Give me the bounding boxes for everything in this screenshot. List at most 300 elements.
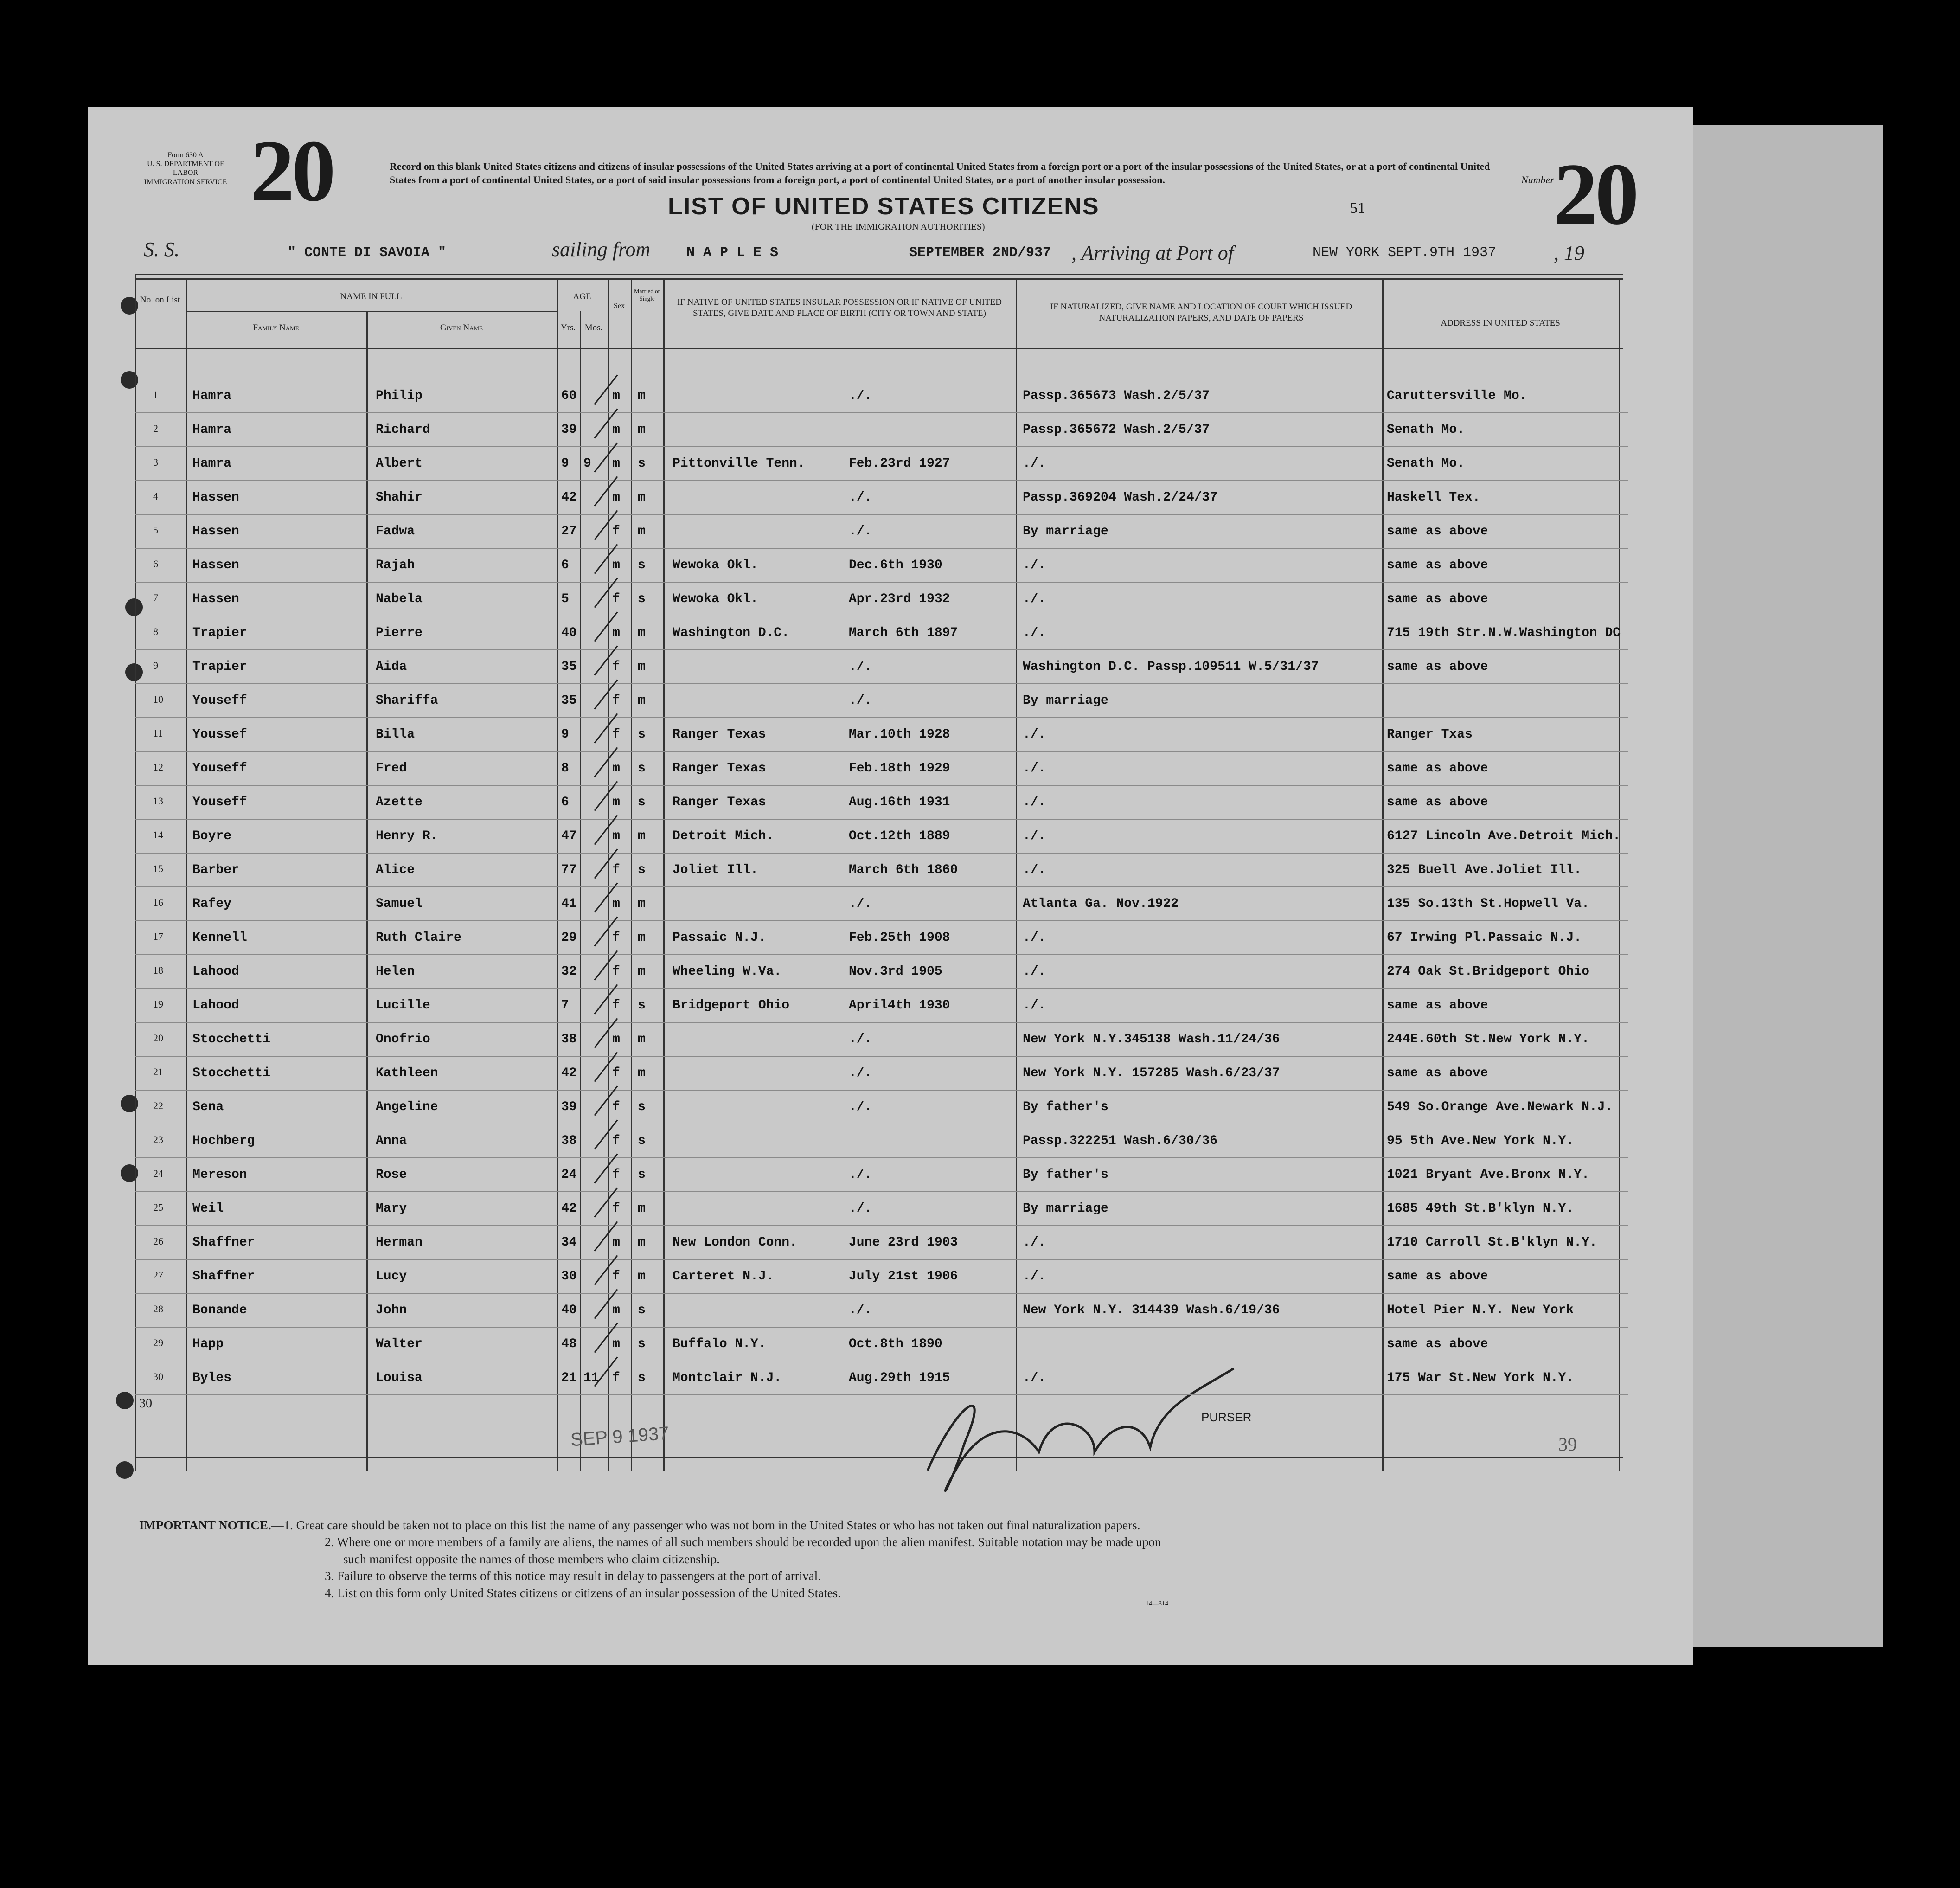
stamp-number: 20	[250, 122, 333, 220]
cell-sex: f	[612, 1066, 620, 1080]
cell-family: Boyre	[192, 829, 232, 843]
cell-no: 3	[153, 456, 158, 468]
cell-addr: same as above	[1387, 1269, 1488, 1284]
cell-sex: m	[612, 558, 620, 572]
cell-nat: ./.	[1023, 558, 1046, 572]
cell-no: 22	[153, 1100, 163, 1111]
row-rule	[135, 920, 1628, 921]
cell-no: 15	[153, 863, 163, 874]
row-rule	[135, 1293, 1628, 1294]
cell-sex: f	[612, 1371, 620, 1385]
cell-yrs: 9	[561, 727, 569, 742]
row-rule	[135, 412, 1628, 413]
header-naturalized: IF NATURALIZED, GIVE NAME AND LOCATION OF COURT WHICH ISSUED NATURALIZATION PAPERS, AND DATE OF PAPERS	[1050, 302, 1352, 323]
form-code: 14—314	[1146, 1600, 1168, 1607]
cell-ms: m	[638, 964, 646, 979]
total-count: 30	[139, 1396, 152, 1411]
header-address: ADDRESS IN UNITED STATES	[1441, 318, 1560, 328]
cell-ms: m	[638, 1201, 646, 1216]
row-rule	[135, 1225, 1628, 1226]
cell-addr: same as above	[1387, 592, 1488, 606]
cell-yrs: 38	[561, 1134, 577, 1148]
cell-addr: Senath Mo.	[1387, 423, 1465, 437]
cell-nat: ./.	[1023, 964, 1046, 979]
row-rule	[135, 819, 1628, 820]
cell-addr: Caruttersville Mo.	[1387, 389, 1527, 403]
cell-family: Kennell	[192, 931, 247, 945]
cell-given: Alice	[376, 863, 415, 877]
cell-yrs: 42	[561, 1066, 577, 1080]
cell-ms: s	[638, 998, 646, 1013]
rule	[135, 1457, 1623, 1458]
cell-no: 11	[153, 727, 163, 739]
cell-date: March 6th 1897	[849, 626, 958, 640]
cell-nat: By marriage	[1023, 694, 1108, 708]
cell-addr: same as above	[1387, 761, 1488, 776]
cell-ms: s	[638, 761, 646, 776]
header-sex: Sex	[614, 302, 625, 310]
cell-place: Ranger Texas	[673, 727, 766, 742]
cell-date: ./.	[849, 1100, 872, 1114]
cell-given: Shahir	[376, 490, 423, 505]
cell-yrs: 5	[561, 592, 569, 606]
cell-date: Feb.25th 1908	[849, 931, 950, 945]
cell-given: Kathleen	[376, 1066, 438, 1080]
cell-family: Sena	[192, 1100, 224, 1114]
cell-given: Shariffa	[376, 694, 438, 708]
cell-yrs: 6	[561, 795, 569, 809]
cell-ms: s	[638, 1134, 646, 1148]
cell-place: Joliet Ill.	[673, 863, 758, 877]
cell-no: 12	[153, 761, 163, 773]
cell-nat: ./.	[1023, 863, 1046, 877]
cell-yrs: 47	[561, 829, 577, 843]
column-line	[186, 278, 187, 1471]
cell-date: July 21st 1906	[849, 1269, 958, 1284]
punch-hole	[116, 1392, 134, 1409]
cell-sex: m	[612, 897, 620, 911]
cell-sex: f	[612, 1134, 620, 1148]
cell-place: Washington D.C.	[673, 626, 790, 640]
cell-ms: m	[638, 1066, 646, 1080]
cell-no: 18	[153, 964, 163, 976]
cell-yrs: 35	[561, 694, 577, 708]
cell-ms: m	[638, 524, 646, 539]
cell-date: Apr.23rd 1932	[849, 592, 950, 606]
notice-title: IMPORTANT NOTICE.	[139, 1518, 271, 1532]
cell-family: Hassen	[192, 558, 239, 572]
row-rule	[135, 1191, 1628, 1192]
cell-family: Happ	[192, 1337, 224, 1351]
cell-addr: same as above	[1387, 795, 1488, 809]
row-rule	[135, 954, 1628, 955]
cell-yrs: 34	[561, 1235, 577, 1250]
header-name-in-full: NAME IN FULL	[340, 292, 402, 302]
cell-family: Hassen	[192, 490, 239, 505]
cell-ms: m	[638, 1269, 646, 1284]
cell-yrs: 29	[561, 931, 577, 945]
cell-given: Walter	[376, 1337, 423, 1351]
cell-sex: m	[612, 829, 620, 843]
cell-family: Weil	[192, 1201, 224, 1216]
header-mos: Mos.	[584, 323, 603, 333]
cell-addr: Hotel Pier N.Y. New York	[1387, 1303, 1574, 1317]
cell-yrs: 35	[561, 660, 577, 674]
cell-no: 26	[153, 1235, 163, 1247]
cell-family: Byles	[192, 1371, 232, 1385]
cell-given: Pierre	[376, 626, 423, 640]
cell-mos: 11	[583, 1371, 599, 1385]
row-rule	[135, 1022, 1628, 1023]
cell-nat: Passp.322251 Wash.6/30/36	[1023, 1134, 1218, 1148]
cell-sex: m	[612, 1337, 620, 1351]
cell-given: Angeline	[376, 1100, 438, 1114]
instructions: Record on this blank United States citizens and citizens of insular possessions of the United States arriving at a port of continental United States from a foreign port or a port of the insular possessions of the United States, or at a port of continental United States from a port of continental United States, or a port of said insular possessions from a foreign port, a port of continental United States, or a port of another insular possession.	[390, 161, 1490, 186]
cell-sex: m	[612, 456, 620, 471]
cell-sex: f	[612, 694, 620, 708]
page-count: 39	[1558, 1434, 1577, 1455]
row-rule	[135, 582, 1628, 583]
cell-place: Ranger Texas	[673, 795, 766, 809]
cell-no: 17	[153, 931, 163, 942]
cell-nat: New York N.Y. 157285 Wash.6/23/37	[1023, 1066, 1280, 1080]
cell-no: 24	[153, 1168, 163, 1179]
year-label: , 19	[1554, 242, 1584, 264]
cell-no: 7	[153, 592, 158, 604]
cell-given: Fred	[376, 761, 407, 776]
cell-mos: 9	[583, 456, 591, 471]
cell-nat: Atlanta Ga. Nov.1922	[1023, 897, 1179, 911]
cell-given: Henry R.	[376, 829, 438, 843]
row-rule	[135, 1327, 1628, 1328]
header-married-single: Married or Single	[634, 288, 660, 302]
cell-ms: s	[638, 1168, 646, 1182]
cell-addr: Haskell Tex.	[1387, 490, 1480, 505]
cell-nat: ./.	[1023, 761, 1046, 776]
cell-yrs: 6	[561, 558, 569, 572]
page-subtitle: (FOR THE IMMIGRATION AUTHORITIES)	[812, 222, 985, 232]
column-line	[608, 278, 609, 1471]
punch-hole	[125, 598, 143, 616]
column-line	[580, 311, 581, 1471]
cell-no: 25	[153, 1201, 163, 1213]
cell-family: Shaffner	[192, 1235, 255, 1250]
cell-date: ./.	[849, 1066, 872, 1080]
cell-yrs: 24	[561, 1168, 577, 1182]
cell-date: ./.	[849, 897, 872, 911]
cell-yrs: 42	[561, 490, 577, 505]
column-line	[1382, 278, 1384, 1471]
cell-yrs: 48	[561, 1337, 577, 1351]
cell-given: Louisa	[376, 1371, 423, 1385]
form-id	[144, 151, 227, 186]
sailing-date: SEPTEMBER 2ND/937	[909, 245, 1051, 261]
cell-sex: m	[612, 490, 620, 505]
cell-yrs: 40	[561, 1303, 577, 1317]
cell-ms: m	[638, 490, 646, 505]
cell-family: Barber	[192, 863, 239, 877]
column-line	[557, 278, 558, 1471]
cell-sex: f	[612, 1100, 620, 1114]
number-label: Number	[1521, 174, 1554, 186]
cell-date: Oct.8th 1890	[849, 1337, 942, 1351]
arrival-stamp: SEP 9 1937	[570, 1423, 670, 1451]
cell-yrs: 9	[561, 456, 569, 471]
cell-nat: By marriage	[1023, 524, 1108, 539]
cell-addr: 135 So.13th St.Hopwell Va.	[1387, 897, 1589, 911]
column-line	[1619, 278, 1620, 1471]
cell-place: Wewoka Okl.	[673, 592, 758, 606]
cell-family: Youssef	[192, 727, 247, 742]
cell-yrs: 40	[561, 626, 577, 640]
cell-addr: 1710 Carroll St.B'klyn N.Y.	[1387, 1235, 1597, 1250]
cell-nat: ./.	[1023, 1269, 1046, 1284]
cell-family: Bonande	[192, 1303, 247, 1317]
cell-given: Richard	[376, 423, 430, 437]
cell-place: Buffalo N.Y.	[673, 1337, 766, 1351]
header-age: AGE	[573, 292, 591, 302]
cell-nat: ./.	[1023, 931, 1046, 945]
notice-1: —1. Great care should be taken not to place on this list the name of any passenger who was not born in the United States or who has not taken out final naturalization papers.	[271, 1518, 1140, 1532]
cell-sex: m	[612, 389, 620, 403]
cell-ms: m	[638, 931, 646, 945]
cell-no: 13	[153, 795, 163, 807]
cell-no: 29	[153, 1337, 163, 1349]
important-notice	[139, 1517, 1646, 1601]
rule	[135, 278, 1623, 280]
cell-sex: f	[612, 660, 620, 674]
cell-nat: By marriage	[1023, 1201, 1108, 1216]
cell-no: 8	[153, 626, 158, 637]
cell-ms: m	[638, 694, 646, 708]
cell-no: 6	[153, 558, 158, 570]
cell-no: 4	[153, 490, 158, 502]
cell-sex: f	[612, 727, 620, 742]
row-rule	[135, 683, 1628, 684]
cell-sex: f	[612, 1201, 620, 1216]
cell-no: 27	[153, 1269, 163, 1281]
cell-addr: 1021 Bryant Ave.Bronx N.Y.	[1387, 1168, 1589, 1182]
header-yrs: Yrs.	[560, 323, 576, 333]
cell-no: 20	[153, 1032, 163, 1044]
cell-date: ./.	[849, 524, 872, 539]
cell-ms: m	[638, 829, 646, 843]
cell-family: Shaffner	[192, 1269, 255, 1284]
cell-place: Passaic N.J.	[673, 931, 766, 945]
cell-no: 2	[153, 423, 158, 434]
cell-addr: 274 Oak St.Bridgeport Ohio	[1387, 964, 1589, 979]
cell-no: 19	[153, 998, 163, 1010]
cell-place: Detroit Mich.	[673, 829, 774, 843]
cell-ms: s	[638, 1303, 646, 1317]
cell-date: ./.	[849, 660, 872, 674]
cell-place: Ranger Texas	[673, 761, 766, 776]
cell-ms: s	[638, 727, 646, 742]
cell-family: Hassen	[192, 524, 239, 539]
rule	[135, 274, 1623, 275]
cell-addr: same as above	[1387, 1337, 1488, 1351]
cell-date: ./.	[849, 1168, 872, 1182]
cell-nat: By father's	[1023, 1168, 1108, 1182]
cell-sex: f	[612, 863, 620, 877]
cell-sex: m	[612, 1235, 620, 1250]
cell-given: Onofrio	[376, 1032, 430, 1047]
cell-place: Carteret N.J.	[673, 1269, 774, 1284]
cell-yrs: 32	[561, 964, 577, 979]
cell-nat: ./.	[1023, 998, 1046, 1013]
cell-place: Montclair N.J.	[673, 1371, 782, 1385]
cell-date: ./.	[849, 694, 872, 708]
cell-ms: m	[638, 1235, 646, 1250]
cell-family: Trapier	[192, 626, 247, 640]
cell-addr: same as above	[1387, 660, 1488, 674]
cell-yrs: 27	[561, 524, 577, 539]
row-rule	[135, 1259, 1628, 1260]
cell-addr: 325 Buell Ave.Joliet Ill.	[1387, 863, 1582, 877]
row-rule	[135, 886, 1628, 887]
cell-sex: m	[612, 1303, 620, 1317]
cell-family: Youseff	[192, 761, 247, 776]
rule	[186, 311, 557, 312]
row-rule	[135, 1394, 1628, 1395]
cell-given: Aida	[376, 660, 407, 674]
cell-place: New London Conn.	[673, 1235, 797, 1250]
cell-no: 30	[153, 1371, 163, 1382]
row-rule	[135, 548, 1628, 549]
row-rule	[135, 649, 1628, 650]
row-rule	[135, 853, 1628, 854]
cell-nat: New York N.Y. 314439 Wash.6/19/36	[1023, 1303, 1280, 1317]
column-line	[366, 311, 368, 1471]
cell-ms: s	[638, 1371, 646, 1385]
cell-family: Stocchetti	[192, 1066, 271, 1080]
cell-given: Lucille	[376, 998, 430, 1013]
cell-date: Dec.6th 1930	[849, 558, 942, 572]
cell-no: 5	[153, 524, 158, 536]
cell-addr: Senath Mo.	[1387, 456, 1465, 471]
cell-ms: m	[638, 423, 646, 437]
cell-sex: m	[612, 626, 620, 640]
column-line	[1016, 278, 1017, 1471]
cell-ms: m	[638, 1032, 646, 1047]
cell-nat: ./.	[1023, 456, 1046, 471]
cell-addr: same as above	[1387, 998, 1488, 1013]
cell-addr: 1685 49th St.B'klyn N.Y.	[1387, 1201, 1574, 1216]
cell-sex: f	[612, 1269, 620, 1284]
cell-family: Hamra	[192, 456, 232, 471]
cell-sex: m	[612, 1032, 620, 1047]
cell-sex: m	[612, 761, 620, 776]
cell-family: Lahood	[192, 998, 239, 1013]
cell-family: Trapier	[192, 660, 247, 674]
cell-given: Rajah	[376, 558, 415, 572]
cell-nat: New York N.Y.345138 Wash.11/24/36	[1023, 1032, 1280, 1047]
cell-date: Mar.10th 1928	[849, 727, 950, 742]
cell-ms: m	[638, 389, 646, 403]
cell-ms: s	[638, 1337, 646, 1351]
cell-family: Mereson	[192, 1168, 247, 1182]
cell-given: Albert	[376, 456, 423, 471]
cell-date: April4th 1930	[849, 998, 950, 1013]
cell-no: 9	[153, 660, 158, 671]
cell-given: John	[376, 1303, 407, 1317]
column-line	[135, 274, 136, 1471]
arrival-port-date: NEW YORK SEPT.9TH 1937	[1313, 245, 1497, 261]
cell-given: Billa	[376, 727, 415, 742]
cell-addr: 715 19th Str.N.W.Washington DC	[1387, 626, 1621, 640]
cell-ms: s	[638, 1100, 646, 1114]
cell-date: Oct.12th 1889	[849, 829, 950, 843]
cell-yrs: 41	[561, 897, 577, 911]
cell-ms: m	[638, 660, 646, 674]
cell-family: Youseff	[192, 694, 247, 708]
cell-date: Aug.29th 1915	[849, 1371, 950, 1385]
cell-nat: Washington D.C. Passp.109511 W.5/31/37	[1023, 660, 1319, 674]
cell-ms: s	[638, 863, 646, 877]
header-no: No. on List	[140, 295, 180, 305]
cell-nat: ./.	[1023, 727, 1046, 742]
header-birth: IF NATIVE OF UNITED STATES INSULAR POSSESSION OR IF NATIVE OF UNITED STATES, GIVE DATE AND PLACE OF BIRTH (CITY OR TOWN AND STATE)	[677, 297, 1002, 318]
notice-4: 4. List on this form only United States citizens or citizens of an insular possession of the United States.	[325, 1586, 841, 1600]
cell-ms: s	[638, 456, 646, 471]
cell-addr: Ranger Txas	[1387, 727, 1473, 742]
number-stamp: 20	[1554, 146, 1636, 243]
cell-date: ./.	[849, 389, 872, 403]
cell-given: Samuel	[376, 897, 423, 911]
cell-no: 23	[153, 1134, 163, 1145]
cell-sex: f	[612, 998, 620, 1013]
cell-yrs: 42	[561, 1201, 577, 1216]
cell-no: 10	[153, 694, 163, 705]
form-id-line: Form 630 A	[167, 151, 204, 159]
cell-given: Mary	[376, 1201, 407, 1216]
notice-2b: such manifest opposite the names of those members who claim citizenship.	[343, 1552, 720, 1566]
cell-date: ./.	[849, 490, 872, 505]
cell-yrs: 39	[561, 1100, 577, 1114]
cell-addr: 549 So.Orange Ave.Newark N.J.	[1387, 1100, 1613, 1114]
cell-addr: 244E.60th St.New York N.Y.	[1387, 1032, 1589, 1047]
row-rule	[135, 1090, 1628, 1091]
cell-sex: f	[612, 524, 620, 539]
cell-sex: m	[612, 795, 620, 809]
cell-yrs: 7	[561, 998, 569, 1013]
cell-given: Philip	[376, 389, 423, 403]
notice-3: 3. Failure to observe the terms of this notice may result in delay to passengers at the port of arrival.	[325, 1569, 821, 1583]
cell-family: Lahood	[192, 964, 239, 979]
cell-place: Wheeling W.Va.	[673, 964, 782, 979]
cell-given: Nabela	[376, 592, 423, 606]
cell-ms: s	[638, 795, 646, 809]
ship-name: " CONTE DI SAVOIA "	[288, 245, 447, 261]
cell-given: Helen	[376, 964, 415, 979]
form-id-line: IMMIGRATION SERVICE	[144, 178, 227, 186]
cell-ms: m	[638, 626, 646, 640]
cell-date: ./.	[849, 1201, 872, 1216]
cell-no: 14	[153, 829, 163, 841]
cell-addr: 6127 Lincoln Ave.Detroit Mich.	[1387, 829, 1621, 843]
cell-ms: m	[638, 897, 646, 911]
sailing-label: sailing from	[552, 238, 651, 261]
cell-place: Wewoka Okl.	[673, 558, 758, 572]
cell-yrs: 39	[561, 423, 577, 437]
cell-place: Bridgeport Ohio	[673, 998, 790, 1013]
cell-nat: Passp.369204 Wash.2/24/37	[1023, 490, 1218, 505]
cell-date: March 6th 1860	[849, 863, 958, 877]
cell-family: Hochberg	[192, 1134, 255, 1148]
cell-family: Hassen	[192, 592, 239, 606]
cell-yrs: 21	[561, 1371, 577, 1385]
cell-date: June 23rd 1903	[849, 1235, 958, 1250]
